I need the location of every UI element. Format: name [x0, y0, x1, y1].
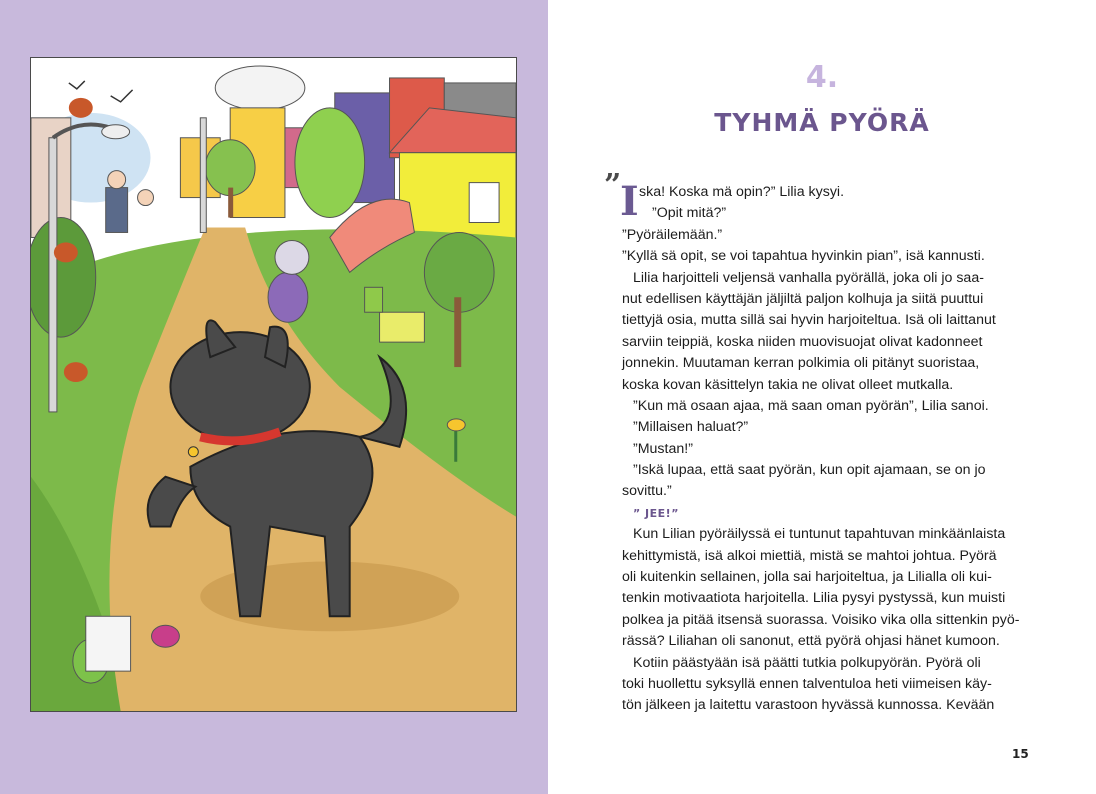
body-line: Kotiin päästyään isä päätti tutkia polkupyörän. Pyörä oli — [633, 654, 981, 671]
body-line: ”Iskä lupaa, että saat pyörän, kun opit ajamaan, se on jo — [633, 462, 986, 479]
chapter-title: TYHMÄ PYÖRÄ — [714, 108, 930, 137]
body-line: koska kovan käsittelyn takia ne olivat olleet mutkalla. — [622, 376, 954, 393]
body-line: sovittu.” — [622, 483, 672, 500]
dropcap: I — [620, 178, 639, 225]
body-line: ”Kyllä sä opit, se voi tapahtua hyvinkin pian”, isä kannusti. — [622, 248, 985, 265]
body-line: tön jälkeen ja laitettu varastoon hyvässä kunnossa. Kevään — [622, 697, 995, 714]
body-line: tenkin motivaatiota harjoitella. Lilia pysyi pystyssä, kun muisti — [622, 590, 1006, 607]
park-illustration — [31, 58, 516, 711]
opening-quote-mark: ” — [604, 168, 622, 203]
right-page — [548, 0, 1096, 794]
body-line: ”Mustan!” — [633, 440, 693, 457]
body-line: tiettyjä osia, mutta sillä sai hyvin harjoiteltua. Isä oli laittanut — [622, 312, 996, 329]
illustration — [30, 57, 517, 712]
body-line: toki huollettu syksyllä ennen talventuloa heti viimeisen käy- — [622, 675, 992, 692]
body-line: nut edellisen käyttäjän jäljiltä paljon kolhuja ja siitä puuttui — [622, 290, 984, 307]
page-number: 15 — [1012, 747, 1029, 761]
body-line: oli kuitenkin sellainen, jolla sai harjoiteltua, ja Lilialla oli kui- — [622, 569, 992, 586]
body-line: ”Pyöräilemään.” — [622, 226, 723, 243]
body-line: jonnekin. Muutaman kerran polkimia oli pitänyt suoristaa, — [622, 355, 980, 372]
chapter-body — [604, 168, 1028, 717]
body-line: ”Millaisen haluat?” — [633, 419, 749, 436]
body-line: kehittymistä, isä alkoi miettiä, mistä se mahtoi johtua. Pyörä — [622, 547, 997, 564]
body-line: rässä? Liliahan oli sanonut, että pyörä ohjasi hänet kumoon. — [622, 633, 1000, 650]
exclamation-jee: ” JEE!” — [633, 506, 679, 520]
body-line: sarviin teippiä, koska niiden muovisuojat olivat kadonneet — [622, 333, 983, 350]
body-line-text: ska! Koska mä opin?” Lilia kysyi. — [639, 184, 845, 200]
body-line: polkea ja pitää itsensä suorassa. Voisiko vika olla sittenkin pyö- — [622, 611, 1020, 628]
body-line: ”Opit mitä?” — [652, 205, 727, 222]
body-line: ”Kun mä osaan ajaa, mä saan oman pyörän”, Lilia sanoi. — [633, 397, 989, 414]
body-line: Lilia harjoitteli veljensä vanhalla pyörällä, joka oli jo saa- — [633, 269, 984, 286]
chapter-number: 4. — [805, 60, 839, 95]
body-line: Kun Lilian pyöräilyssä ei tuntunut tapahtuvan minkäänlaista — [633, 526, 1006, 543]
